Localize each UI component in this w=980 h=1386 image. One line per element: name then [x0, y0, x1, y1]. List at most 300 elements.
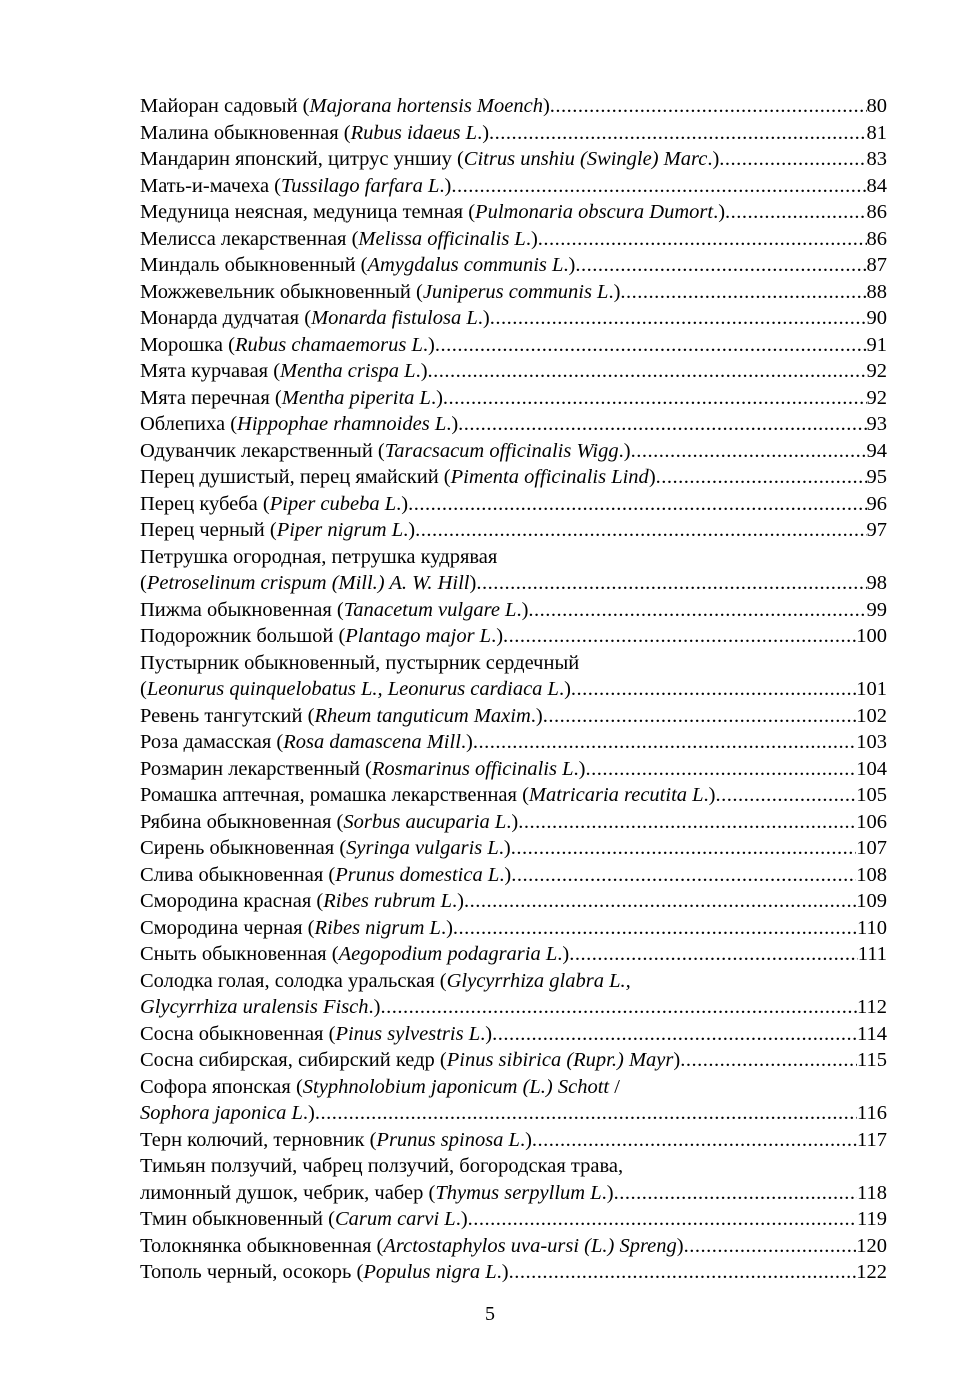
entry-page-number: 116: [857, 1102, 887, 1124]
dot-leader: [511, 862, 856, 889]
toc-entry[interactable]: [140, 491, 887, 518]
entry-title: [140, 915, 453, 942]
closing-paren: .): [460, 731, 473, 753]
latin-name: Arctostaphylos uva-ursi (L.) Spreng: [383, 1234, 677, 1257]
toc-entry[interactable]: [140, 1127, 887, 1154]
common-name: Тмин обыкновенный (: [140, 1208, 335, 1230]
dot-leader: [528, 597, 866, 624]
toc-entry[interactable]: [140, 252, 887, 279]
toc-entry[interactable]: [140, 915, 887, 942]
latin-name: Tanacetum vulgare L: [343, 598, 517, 621]
entry-page-number: 96: [866, 492, 887, 515]
entry-title: [140, 782, 716, 809]
toc-entry[interactable]: [140, 888, 887, 915]
toc-entry-line: [140, 491, 887, 518]
entry-page-number: 84: [866, 174, 887, 197]
closing-paren: .): [703, 784, 716, 806]
toc-entry-line: [140, 729, 887, 756]
entry-title: [140, 173, 451, 200]
closing-paren: ): [648, 466, 656, 488]
common-name: Сосна сибирская, сибирский кедр (: [140, 1049, 447, 1071]
dot-leader: [543, 703, 857, 730]
latin-name: Pulmonaria obscura Dumort: [475, 201, 714, 223]
entry-title: [140, 676, 571, 703]
toc-entry[interactable]: [140, 729, 887, 756]
closing-paren: .): [403, 519, 416, 541]
latin-name: Monarda fistulosa L: [311, 307, 478, 329]
toc-entry-line: [140, 1206, 887, 1233]
dot-leader: [719, 146, 866, 173]
latin-name: Rosa damascena Mill: [283, 731, 461, 753]
dot-leader: [435, 332, 867, 359]
closing-paren: .): [713, 201, 726, 223]
entry-page-number: 87: [866, 254, 887, 276]
common-name: Майоран садовый (: [140, 95, 310, 117]
entry-title: [140, 1233, 684, 1260]
toc-entry[interactable]: [140, 411, 887, 438]
dot-leader: [415, 517, 866, 544]
entry-title: [140, 756, 585, 783]
entry-title: [140, 120, 489, 147]
latin-name: Rosmarinus officinalis L: [371, 757, 574, 780]
common-name: (: [140, 678, 147, 700]
entry-page-number: 92: [866, 360, 887, 382]
entry-title: [140, 1100, 315, 1127]
toc-entry[interactable]: [140, 544, 887, 597]
entry-text-part: Петрушка огородная, петрушка кудрявая: [140, 545, 498, 568]
dot-leader: [725, 199, 866, 226]
closing-paren: .): [455, 1208, 468, 1230]
dot-leader: [511, 835, 857, 862]
entry-title: [140, 358, 428, 385]
closing-paren: .): [446, 413, 459, 435]
toc-entry-line: [140, 1021, 887, 1048]
dot-leader: [476, 570, 866, 597]
common-name: Мята перечная (: [140, 386, 282, 409]
latin-name: Rubus chamaemorus L: [234, 333, 423, 356]
entry-title: [140, 570, 476, 597]
closing-paren: .): [525, 227, 538, 250]
toc-entry-line: [140, 570, 887, 597]
common-name: Монарда дудчатая (: [140, 307, 312, 329]
toc-entry-first-line: [140, 968, 887, 995]
latin-name: Pinus sibirica (Rupr.) Mayr: [446, 1049, 674, 1071]
toc-entry[interactable]: [140, 173, 887, 200]
common-name: Тополь черный, осокорь (: [140, 1261, 364, 1283]
entry-title: [140, 1206, 468, 1233]
toc-entry[interactable]: [140, 623, 887, 650]
entry-title: [140, 623, 503, 650]
toc-entry[interactable]: [140, 1206, 887, 1233]
closing-paren: .): [530, 704, 543, 727]
closing-paren: .): [440, 916, 453, 939]
toc-entry[interactable]: [140, 1153, 887, 1206]
common-name: Можжевельник обыкновенный (: [140, 280, 423, 303]
entry-title: [140, 1180, 614, 1207]
toc-entry-line: [140, 623, 887, 650]
latin-name: Majorana hortensis Moench: [309, 95, 543, 117]
entry-title: [140, 464, 656, 491]
entry-title: [140, 491, 408, 518]
latin-name: Piper cubeba L: [269, 492, 397, 515]
closing-paren: .): [496, 1261, 509, 1283]
common-name: Розмарин лекарственный (: [140, 757, 372, 780]
dot-leader: [518, 809, 856, 836]
entry-text-part: Пустырник обыкновенный, пустырник сердечный: [140, 651, 580, 674]
toc-entry[interactable]: [140, 650, 887, 703]
entry-page-number: 86: [866, 201, 887, 223]
dot-leader: [716, 782, 857, 809]
entry-title: [140, 199, 725, 226]
entry-title: [140, 888, 464, 915]
entry-text-part: Солодка голая, солодка уральская (: [140, 969, 447, 992]
entry-page-number: 100: [856, 625, 887, 647]
toc-entry[interactable]: [140, 862, 887, 889]
closing-paren: .): [618, 439, 631, 462]
entry-title: [140, 597, 528, 624]
closing-paren: .): [396, 492, 409, 515]
page-number: 5: [485, 1303, 495, 1325]
dot-leader: [380, 994, 857, 1021]
dot-leader: [408, 491, 866, 518]
latin-name: Ribes rubrum L: [323, 890, 452, 912]
latin-name: Sorbus aucuparia L: [343, 810, 507, 833]
common-name: Медуница неясная, медуница темная (: [140, 201, 476, 223]
dot-leader: [492, 1021, 857, 1048]
toc-entry[interactable]: [140, 517, 887, 544]
entry-title: [140, 729, 473, 756]
toc-entry-line: [140, 703, 887, 730]
entry-title: [140, 279, 620, 306]
common-name: Морошка (: [140, 333, 235, 356]
toc-entry-line: [140, 517, 887, 544]
toc-entry-line: [140, 809, 887, 836]
latin-name: Pimenta officinalis Lind: [450, 466, 649, 488]
toc-entry[interactable]: [140, 305, 887, 332]
common-name: Роза дамасская (: [140, 731, 284, 753]
entry-title: [140, 994, 380, 1021]
latin-name: Populus nigra L: [363, 1261, 497, 1283]
common-name: Сирень обыкновенная (: [140, 837, 347, 859]
toc-entry-first-line: [140, 1074, 887, 1101]
toc-entry[interactable]: [140, 1074, 887, 1127]
entry-title: [140, 862, 511, 889]
closing-paren: .): [499, 863, 512, 886]
entry-page-number: 122: [856, 1261, 887, 1283]
entry-text-part: Тимьян ползучий, чабрец ползучий, богородская трава,: [140, 1155, 624, 1177]
toc-entry[interactable]: [140, 968, 887, 1021]
toc-entry[interactable]: [140, 1233, 887, 1260]
common-name: Терн колючий, терновник (: [140, 1128, 377, 1151]
latin-name-part: Glycyrrhiza glabra L.,: [446, 969, 631, 992]
dot-leader: [550, 93, 867, 120]
closing-paren: .): [451, 890, 464, 912]
toc-entry-first-line: [140, 650, 887, 677]
entry-page-number: 108: [856, 863, 887, 886]
closing-paren: .): [516, 598, 529, 621]
closing-paren: .): [519, 1128, 532, 1151]
dot-leader: [656, 464, 867, 491]
toc-entry-line: [140, 1180, 887, 1207]
latin-name: Piper nigrum L: [276, 519, 404, 541]
latin-name: Hippophae rhamnoides L: [237, 413, 447, 435]
common-name: Одуванчик лекарственный (: [140, 439, 385, 462]
latin-name: Rubus idaeus L: [350, 121, 478, 144]
dot-leader: [569, 941, 858, 968]
closing-paren: .): [707, 148, 720, 170]
common-name: Смородина черная (: [140, 916, 315, 939]
toc-entry-line: [140, 782, 887, 809]
closing-paren: .): [302, 1102, 315, 1124]
latin-name: Mentha crispa L: [280, 360, 416, 382]
dot-leader: [684, 1233, 857, 1260]
toc-entry[interactable]: [140, 464, 887, 491]
toc-entry[interactable]: [140, 1021, 887, 1048]
dot-leader: [532, 1127, 857, 1154]
toc-entry-line: [140, 676, 887, 703]
entry-page-number: 83: [866, 148, 887, 170]
latin-name: Rheum tanguticum Maxim: [314, 704, 531, 727]
toc-entry-line: [140, 835, 887, 862]
toc-entry-line: [140, 1259, 887, 1286]
entry-page-number: 99: [866, 598, 887, 621]
entry-page-number: 88: [866, 280, 887, 303]
common-name: Сныть обыкновенная (: [140, 943, 339, 965]
entry-page-number: 118: [857, 1181, 887, 1204]
dot-leader: [575, 252, 866, 279]
dot-leader: [451, 173, 866, 200]
toc-entry-line: [140, 252, 887, 279]
toc-entry[interactable]: [140, 226, 887, 253]
entry-title: [140, 703, 543, 730]
common-name: Малина обыкновенная (: [140, 121, 351, 144]
toc-entry-line: [140, 1047, 887, 1074]
entry-page-number: 110: [857, 916, 887, 939]
toc-entry-line: [140, 994, 887, 1021]
entry-title: [140, 835, 511, 862]
entry-title: [140, 385, 443, 412]
toc-entry[interactable]: [140, 1259, 887, 1286]
common-name: лимонный душок, чебрик, чабер (: [140, 1181, 436, 1204]
entry-title: [140, 93, 550, 120]
latin-name: Pinus sylvestris L: [335, 1022, 481, 1045]
latin-name: Mentha piperita L: [281, 386, 431, 409]
entry-page-number: 103: [856, 731, 887, 753]
toc-entry-line: [140, 279, 887, 306]
toc-entry[interactable]: [140, 93, 887, 120]
toc-entry[interactable]: [140, 835, 887, 862]
entry-page-number: 93: [866, 413, 887, 435]
common-name: Миндаль обыкновенный (: [140, 254, 368, 276]
entry-title: [140, 517, 415, 544]
entry-title: [140, 1127, 532, 1154]
entry-page-number: 101: [856, 678, 887, 700]
dot-leader: [585, 756, 856, 783]
common-name: Слива обыкновенная (: [140, 863, 336, 886]
toc-entry-first-line: [140, 544, 887, 571]
toc-entry[interactable]: [140, 756, 887, 783]
dot-leader: [614, 1180, 857, 1207]
entry-page-number: 115: [857, 1049, 887, 1071]
toc-entry[interactable]: [140, 120, 887, 147]
closing-paren: .): [601, 1181, 614, 1204]
toc-entry[interactable]: [140, 332, 887, 359]
closing-paren: .): [558, 678, 571, 700]
common-name: Сосна обыкновенная (: [140, 1022, 336, 1045]
entry-title: [140, 809, 518, 836]
entry-title: [140, 252, 575, 279]
dot-leader: [315, 1100, 857, 1127]
toc-entry[interactable]: [140, 358, 887, 385]
entry-page-number: 104: [856, 757, 887, 780]
latin-name: Sophora japonica L: [140, 1102, 303, 1124]
toc-entry-line: [140, 1127, 887, 1154]
common-name: Перец душистый, перец ямайский (: [140, 466, 451, 488]
latin-name: Prunus spinosa L: [376, 1128, 520, 1151]
common-name: Облепиха (: [140, 413, 238, 435]
toc-entry-line: [140, 358, 887, 385]
toc-entry-line: [140, 305, 887, 332]
toc-entry-line: [140, 120, 887, 147]
entry-title: [140, 226, 538, 253]
closing-paren: .): [368, 996, 381, 1018]
toc-entry[interactable]: [140, 146, 887, 173]
toc-entry-line: [140, 385, 887, 412]
dot-leader: [458, 411, 866, 438]
latin-name: Leonurus quinquelobatus L., Leonurus cardiaca L: [146, 678, 559, 700]
closing-paren: .): [480, 1022, 493, 1045]
entry-page-number: 97: [866, 519, 887, 541]
common-name: Смородина красная (: [140, 890, 324, 912]
latin-name-part: Styphnolobium japonicum (L.) Schott: [302, 1075, 610, 1098]
latin-name: Ribes nigrum L: [314, 916, 441, 939]
latin-name: Citrus unshiu (Swingle) Marc: [463, 148, 708, 170]
latin-name: Prunus domestica L: [335, 863, 500, 886]
closing-paren: .): [477, 307, 490, 329]
entry-title: [140, 305, 490, 332]
toc-entry-line: [140, 199, 887, 226]
entry-page-number: 90: [866, 307, 887, 329]
common-name: Мать-и-мачеха (: [140, 174, 282, 197]
toc-entry[interactable]: [140, 1047, 887, 1074]
common-name: Мандарин японский, цитрус уншиу (: [140, 148, 464, 170]
entry-page-number: 119: [857, 1208, 887, 1230]
dot-leader: [571, 676, 856, 703]
closing-paren: ): [673, 1049, 681, 1071]
dot-leader: [428, 358, 867, 385]
closing-paren: ): [542, 95, 550, 117]
entry-page-number: 80: [866, 95, 887, 117]
toc-entry-line: [140, 1100, 887, 1127]
entry-page-number: 109: [856, 890, 887, 912]
dot-leader: [503, 623, 856, 650]
common-name: Мелисса лекарственная (: [140, 227, 359, 250]
toc-entry[interactable]: [140, 279, 887, 306]
entry-page-number: 107: [856, 837, 887, 859]
closing-paren: .): [557, 943, 570, 965]
latin-name: Glycyrrhiza uralensis Fisch: [140, 996, 369, 1018]
entry-page-number: 111: [857, 943, 887, 965]
entry-page-number: 95: [866, 466, 887, 488]
table-of-contents: [140, 93, 887, 1286]
closing-paren: .): [563, 254, 576, 276]
common-name: (: [140, 572, 147, 594]
entry-page-number: 120: [856, 1234, 887, 1257]
latin-name: Taracsacum officinalis Wigg: [384, 439, 619, 462]
entry-text-part: Софора японская (: [140, 1075, 303, 1098]
latin-name: Matricaria recutita L: [528, 784, 704, 806]
toc-entry-first-line: [140, 1153, 887, 1180]
toc-entry-line: [140, 173, 887, 200]
entry-title: [140, 941, 569, 968]
common-name: Ромашка аптечная, ромашка лекарственная (: [140, 784, 529, 806]
common-name: Перец кубеба (: [140, 492, 270, 515]
entry-page-number: 94: [866, 439, 887, 462]
dot-leader: [680, 1047, 857, 1074]
toc-entry[interactable]: [140, 941, 887, 968]
toc-entry-line: [140, 888, 887, 915]
common-name: Толокнянка обыкновенная (: [140, 1234, 384, 1257]
common-name: Рябина обыкновенная (: [140, 810, 344, 833]
common-name: Перец черный (: [140, 519, 277, 541]
toc-entry[interactable]: [140, 703, 887, 730]
closing-paren: .): [439, 174, 452, 197]
toc-entry-line: [140, 597, 887, 624]
dot-leader: [490, 305, 867, 332]
common-name: Мята курчавая (: [140, 360, 281, 382]
closing-paren: .): [498, 837, 511, 859]
closing-paren: .): [608, 280, 621, 303]
entry-page-number: 112: [857, 996, 887, 1018]
entry-title: [140, 146, 719, 173]
toc-entry-line: [140, 915, 887, 942]
entry-title: [140, 332, 435, 359]
dot-leader: [468, 1206, 857, 1233]
entry-page-number: 105: [856, 784, 887, 806]
entry-page-number: 81: [866, 121, 887, 144]
dot-leader: [473, 729, 856, 756]
closing-paren: ): [469, 572, 477, 594]
latin-name: Juniperus communis L: [422, 280, 609, 303]
toc-entry-line: [140, 464, 887, 491]
entry-title: [140, 1259, 509, 1286]
dot-leader: [453, 915, 857, 942]
toc-entry[interactable]: [140, 597, 887, 624]
entry-page-number: 117: [857, 1128, 887, 1151]
latin-name: Petroselinum crispum (Mill.) A. W. Hill: [146, 572, 470, 594]
toc-entry-line: [140, 756, 887, 783]
toc-entry[interactable]: [140, 199, 887, 226]
toc-entry[interactable]: [140, 809, 887, 836]
toc-entry[interactable]: [140, 385, 887, 412]
closing-paren: .): [573, 757, 586, 780]
dot-leader: [489, 120, 866, 147]
common-name: Подорожник большой (: [140, 625, 346, 647]
toc-entry-line: [140, 146, 887, 173]
closing-paren: .): [422, 333, 435, 356]
entry-page-number: 114: [857, 1022, 887, 1045]
toc-entry[interactable]: [140, 782, 887, 809]
entry-page-number: 86: [866, 227, 887, 250]
toc-entry-line: [140, 226, 887, 253]
toc-entry[interactable]: [140, 438, 887, 465]
toc-entry-line: [140, 1233, 887, 1260]
toc-entry-line: [140, 93, 887, 120]
latin-name: Amygdalus communis L: [367, 254, 564, 276]
latin-name: Carum carvi L: [334, 1208, 456, 1230]
latin-name: Plantago major L: [345, 625, 492, 647]
entry-title: [140, 1021, 492, 1048]
